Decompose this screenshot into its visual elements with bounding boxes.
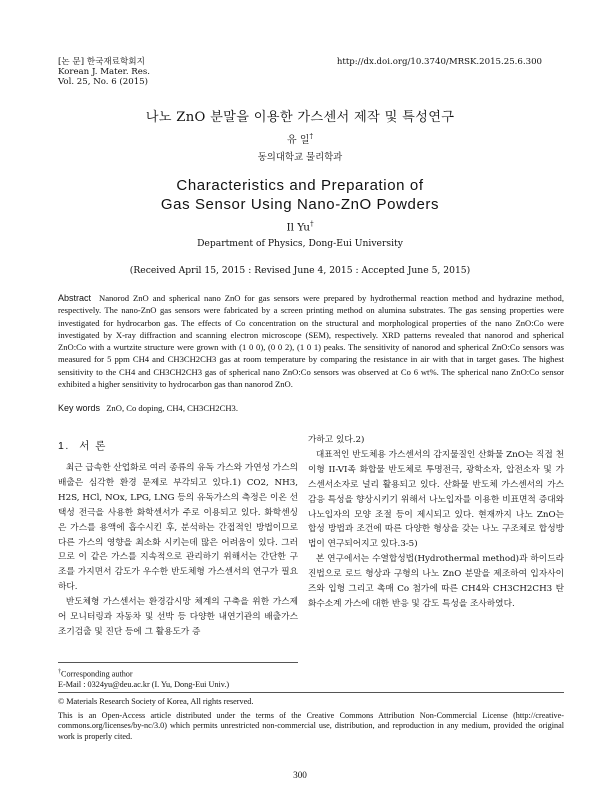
english-affiliation: Department of Physics, Dong-Eui University xyxy=(197,238,403,249)
corresponding-email[interactable]: E-Mail : 0324yu@deu.ac.kr (I. Yu, Dong-Eui Univ.) xyxy=(58,680,230,690)
body-paragraph: 본 연구에서는 수열합성법(Hydrothermal method)과 하이드라진법으로 로드 형상과 구형의 나노 ZnO 분말을 제조하여 입자사이즈와 입형 그리고 촉매 Co 첨가에 따른 CH4와 CH3CH2CH3 탄화수소계 가스에 대한 반응 및 감도 특성을 조사하였다. xyxy=(308,554,564,609)
journal-volume-line: Vol. 25, No. 6 (2015) xyxy=(58,77,148,87)
korean-author xyxy=(0,131,600,146)
english-title-line-1: Characteristics and Preparation of xyxy=(176,177,424,194)
body-paragraph: 최근 급속한 산업화로 여러 종류의 유독 가스와 가연성 가스의 배출은 심각한 환경 문제로 부각되고 있다.1) CO2, NH3, H2S, HCl, NOx, LPG, LNG 등의 유독가스의 측정은 이온 선택성 전극을 사용한 화학센서가 주로 이용되고 있다. 화학센싱은 가스를 용액에 흡수시킨 후, 분석하는 간접적인 방법이므로 다른 가스의 영향을 최소화 시키는데 많은 어려움이 있다. 그러므로 이 같은 가스를 지속적으로 관리하기 위해서는 간단한 구조를 가지면서 감도가 우수한 반도체형 가스센서의 연구가 필요하다. xyxy=(58,463,298,593)
abstract-label: Abstract xyxy=(58,293,92,303)
journal-name-line: Korean J. Mater. Res. xyxy=(58,67,150,77)
corresponding-author-note xyxy=(58,667,564,691)
keywords-text: ZnO, Co doping, CH4, CH3CH2CH3. xyxy=(106,403,238,413)
english-title xyxy=(0,176,600,214)
english-title-line-2: Gas Sensor Using Nano-ZnO Powders xyxy=(160,196,440,213)
korean-affiliation: 동의대학교 물리학과 xyxy=(257,152,343,163)
corresponding-label: Corresponding author xyxy=(61,669,133,679)
received-dates: (Received April 15, 2015 : Revised June 4, 2015 : Accepted June 5, 2015) xyxy=(129,265,471,276)
english-author xyxy=(0,220,600,234)
copyright-notice xyxy=(58,697,564,742)
korean-author-name: 유 일 xyxy=(287,135,310,146)
korean-author-dagger: † xyxy=(309,132,313,141)
keywords xyxy=(58,402,564,414)
english-author-dagger: † xyxy=(310,220,314,228)
journal-type-line: [논 문] 한국재료학회지 xyxy=(58,57,145,67)
right-column xyxy=(308,433,564,612)
section-heading xyxy=(58,438,107,453)
footnote-dagger: † xyxy=(58,669,61,675)
section-title: 서 론 xyxy=(79,440,107,452)
body-paragraph: 대표적인 반도체용 가스센서의 감지물질인 산화물 ZnO는 직접 천이형 II-VI족 화합물 반도체로 투명전극, 광학소자, 압전소자 및 가스센서소자로 널리 활용되고 있다. 산화물 반도체 가스센서의 가스감응 특성을 향상시키기 위해서 나노입자를 이용한 비표면적 증대와 나노입자의 모양 조절 등이 제시되고 있다. 현재까지 나노 ZnO는 합성 방법과 조건에 따른 다양한 형상을 갖는 나노 구조체로 합성방법이 연구되어지고 있다.3-5) xyxy=(308,449,564,550)
license-text: This is an Open-Access article distributed under the terms of the Creative Commons Attribution Non-Commercial License (http://creative-commons.org/licenses/by-nc/3.0) which permits unrestricted non-commercial use, distribution, and reproduction in any medium, provided the original work is properly cited. xyxy=(58,710,564,741)
left-column xyxy=(58,461,298,640)
section-number: 1. xyxy=(58,440,70,452)
abstract xyxy=(58,292,564,390)
footnote-divider xyxy=(58,662,298,663)
english-author-name: Il Yu xyxy=(286,221,311,234)
body-paragraph: 가하고 있다.2) xyxy=(308,435,365,445)
copyright-divider xyxy=(58,692,564,693)
korean-title: 나노 ZnO 분말을 이용한 가스센서 제작 및 특성연구 xyxy=(145,110,455,125)
copyright-line: © Materials Research Society of Korea, All rights reserved. xyxy=(58,697,254,706)
keywords-label: Key words xyxy=(58,403,101,413)
page-number: 300 xyxy=(293,770,307,780)
abstract-text: Nanorod ZnO and spherical nano ZnO for gas sensors were prepared by hydrothermal reaction method and hydrazine method, respectively. The nano-ZnO gas sensors were fabricated by a screen printing method on alumina substrates. The gas sensing properties were investigated for hydrocarbon gas. The effects of Co concentration on the structural and morphological properties of the nano ZnO:Co were investigated by X-ray diffraction and scanning electron microscope (SEM), respectively. XRD patterns revealed that nanorod and spherical ZnO:Co with a wurtzite structure were grown with (1 0 0), (0 0 2), (1 0 1) peaks. The sensitivity of nanorod and spherical ZnO:Co sensors was measured for 5 ppm CH4 and CH3CH2CH3 gas at room temperature by comparing the resistance in air with that in target gases. The highest sensitivity to the CH4 and CH3CH2CH3 gas of spherical nano ZnO:Co sensors was observed at Co 6 wt%. The spherical nano ZnO:Co sensor exhibited a higher sensitivity to hydrocarbon gas than nanorod ZnO. xyxy=(58,293,564,390)
doi-link[interactable]: http://dx.doi.org/10.3740/MRSK.2015.25.6.300 xyxy=(336,57,542,67)
journal-info xyxy=(58,57,150,87)
body-paragraph: 반도체형 가스센서는 환경감시망 체계의 구축을 위한 가스제어 모니터링과 자동차 및 선박 등 다양한 내연기관의 배출가스 조기검출 및 진단 등에 그 활용도가 증 xyxy=(58,597,298,637)
